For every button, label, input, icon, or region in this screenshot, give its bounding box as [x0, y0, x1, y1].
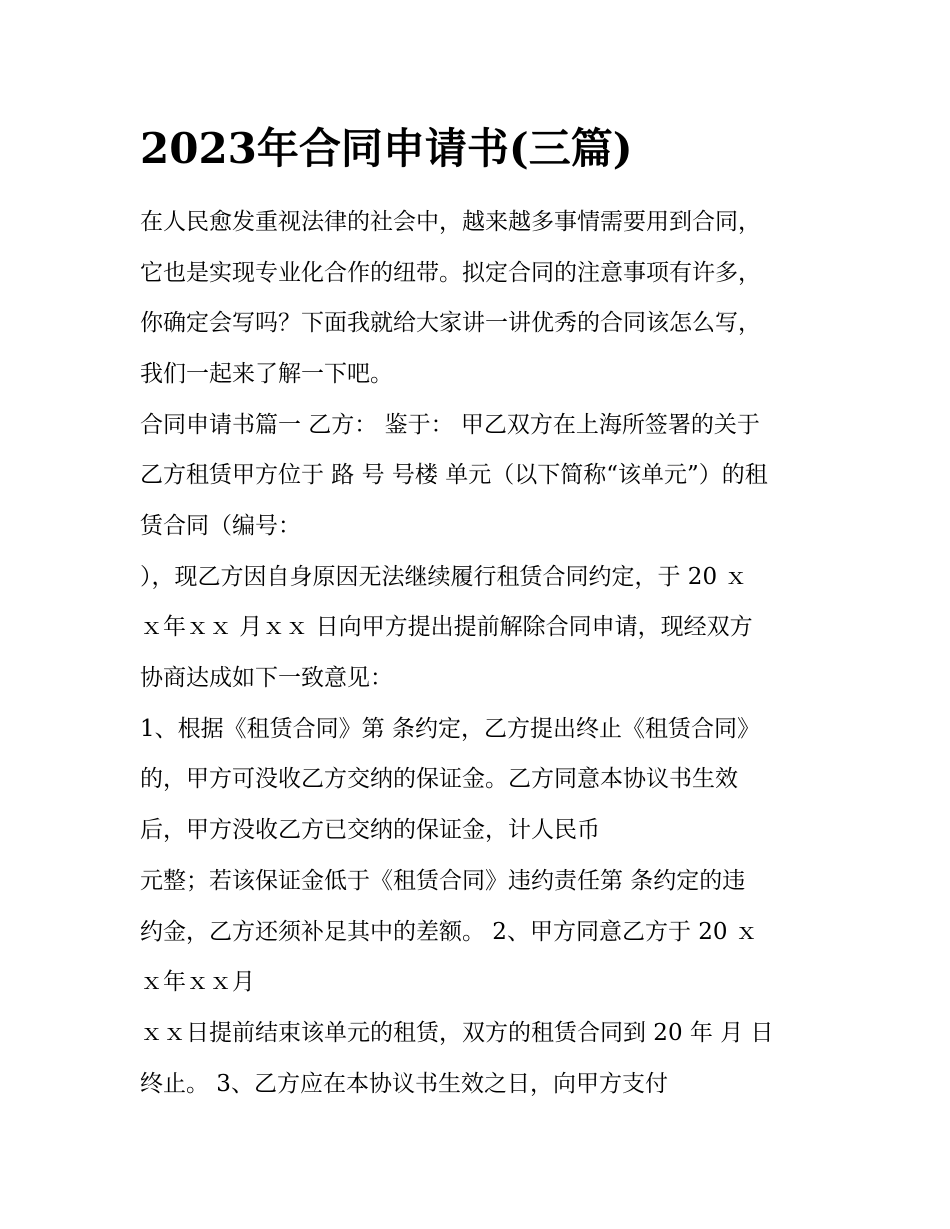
body-line: 的，甲方可没收乙方交纳的保证金。乙方同意本协议书生效 [140, 766, 738, 792]
body-line: 约金，乙方还须补足其中的差额。 2、甲方同意乙方于 20 ｘ [140, 919, 758, 945]
body-line: ｘ年ｘｘ月 [140, 969, 255, 995]
body-line: 赁合同（编号： [140, 513, 301, 539]
body-line: 1、根据《租赁合同》第 条约定，乙方提出终止《租赁合同》 [140, 716, 760, 742]
body-line: 终止。 3、乙方应在本协议书生效之日，向甲方支付 [140, 1071, 668, 1097]
body-line: 在人民愈发重视法律的社会中，越来越多事情需要用到合同， [140, 209, 761, 235]
body-line: 合同申请书篇一 乙方： 鉴于： 甲乙双方在上海所签署的关于 [140, 412, 760, 438]
body-line: 乙方租赁甲方位于 路 号 号楼 单元（以下简称“该单元”）的租 [140, 462, 768, 488]
body-line: ｘ年ｘｘ 月ｘｘ 日向甲方提出提前解除合同申请，现经双方 [140, 614, 753, 640]
body-line: 你确定会写吗？下面我就给大家讲一讲优秀的合同该怎么写， [140, 310, 761, 336]
body-line: ），现乙方因自身原因无法继续履行租赁合同约定，于 20 ｘ [140, 564, 748, 590]
body-line: ｘｘ日提前结束该单元的租赁，双方的租赁合同到 20 年 月 日 [140, 1020, 774, 1046]
body-line: 我们一起来了解一下吧。 [140, 361, 393, 387]
body-line: 后，甲方没收乙方已交纳的保证金，计人民币 [140, 817, 600, 843]
body-line: 它也是实现专业化合作的纽带。拟定合同的注意事项有许多， [140, 260, 761, 286]
document-title: 2023年合同申请书(三篇) [140, 124, 633, 173]
body-line: 协商达成如下一致意见： [140, 665, 393, 691]
body-line: 元整；若该保证金低于《租赁合同》违约责任第 条约定的违 [140, 868, 746, 894]
